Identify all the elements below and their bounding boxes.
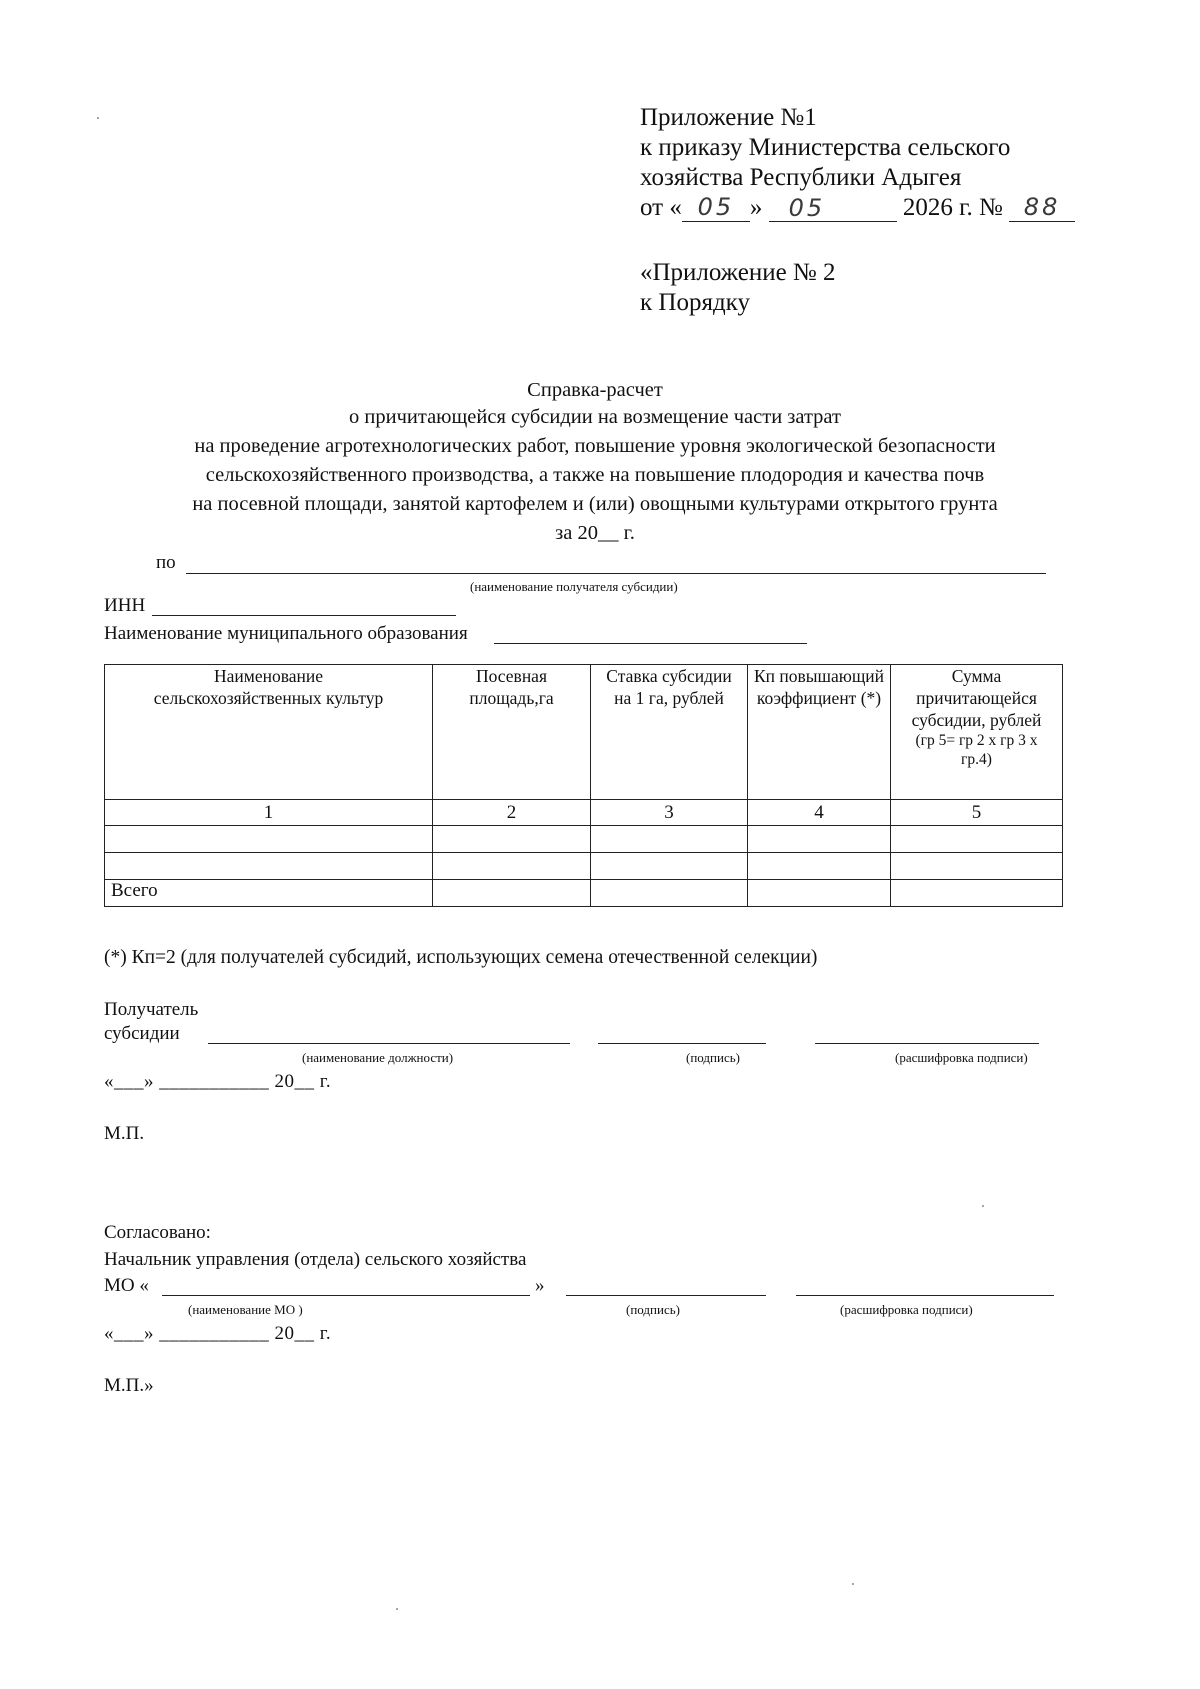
column-number: 4 — [748, 800, 891, 826]
table-cell[interactable] — [105, 826, 433, 853]
inn-label: ИНН — [104, 595, 146, 616]
table-cell[interactable] — [433, 826, 591, 853]
header-crop-name: Наименование сельскохозяйственных культур — [105, 665, 433, 800]
header-rate: Ставка субсидии на 1 га, рублей — [591, 665, 748, 800]
mo-name-line[interactable] — [162, 1295, 530, 1296]
annex-title: «Приложение № 2 — [640, 259, 836, 286]
header-ministry-line: хозяйства Республики Адыгея — [640, 164, 962, 191]
header-coefficient: Кп повышающий коэффициент (*) — [748, 665, 891, 800]
po-label: по — [156, 552, 176, 573]
header-date-line — [640, 193, 1075, 222]
date-prefix: от « — [640, 194, 682, 221]
header-appendix-number: Приложение №1 — [640, 104, 817, 131]
table-cell[interactable] — [591, 826, 748, 853]
municipality-line[interactable] — [494, 643, 807, 644]
column-number: 3 — [591, 800, 748, 826]
total-row — [105, 880, 1063, 907]
signature-caption: (подпись) — [686, 1050, 740, 1065]
approval-signature-line[interactable] — [566, 1295, 766, 1296]
approval-date-line[interactable]: «___» ___________ 20__ г. — [104, 1323, 332, 1344]
municipality-label: Наименование муниципального образования — [104, 623, 468, 644]
table-cell[interactable] — [748, 880, 891, 907]
table-cell[interactable] — [105, 853, 433, 880]
table-cell[interactable] — [433, 853, 591, 880]
table-cell[interactable] — [591, 853, 748, 880]
recipient-label-line2: субсидии — [104, 1023, 180, 1044]
recipient-date-line[interactable]: «___» ___________ 20__ г. — [104, 1071, 332, 1092]
approval-stamp: М.П.» — [104, 1375, 154, 1396]
scan-speck — [97, 117, 99, 119]
footnote: (*) Кп=2 (для получателей субсидий, использующих семена отечественной селекции) — [104, 947, 818, 968]
subsidy-sum-label: Сумма причитающейся субсидии, рублей — [911, 666, 1042, 730]
scan-speck — [396, 1608, 398, 1610]
recipient-position-line[interactable] — [208, 1043, 570, 1044]
total-label: Всего — [105, 880, 433, 907]
approval-label: Согласовано: — [104, 1222, 211, 1243]
inn-line[interactable] — [152, 615, 456, 616]
subsidy-sum-formula: (гр 5= гр 2 х гр 3 х гр.4) — [915, 732, 1038, 768]
table-cell[interactable] — [748, 826, 891, 853]
date-mid: » — [749, 194, 763, 221]
annex-subtitle: к Порядку — [640, 289, 750, 316]
recipient-name-caption: (наименование получателя субсидии) — [470, 579, 678, 594]
mo-caption: (наименование МО ) — [188, 1302, 303, 1317]
approval-decode-caption: (расшифровка подписи) — [840, 1302, 973, 1317]
title-line-3: на проведение агротехнологических работ, повышение уровня экологической безопасности — [194, 435, 996, 457]
table-cell[interactable] — [748, 853, 891, 880]
recipient-label-line1: Получатель — [104, 999, 199, 1020]
position-caption: (наименование должности) — [302, 1050, 454, 1065]
table-cell[interactable] — [891, 853, 1063, 880]
title-line-2: о причитающейся субсидии на возмещение части затрат — [349, 406, 841, 428]
table-row — [105, 826, 1063, 853]
table-cell[interactable] — [433, 880, 591, 907]
date-month-handwritten: 05 — [769, 194, 897, 222]
recipient-stamp: М.П. — [104, 1123, 145, 1144]
recipient-decode-line[interactable] — [815, 1043, 1039, 1044]
scan-speck — [982, 1205, 984, 1207]
approval-decode-line[interactable] — [796, 1295, 1054, 1296]
recipient-name-line[interactable] — [186, 573, 1046, 574]
title-line-4: сельскохозяйственного производства, а также на повышение плодородия и качества почв — [205, 464, 985, 486]
header-order-line: к приказу Министерства сельского — [640, 134, 1011, 161]
title-line-5: на посевной площади, занятой картофелем и (или) овощными культурами открытого грунта — [192, 493, 998, 515]
table-cell[interactable] — [891, 880, 1063, 907]
table-cell[interactable] — [891, 826, 1063, 853]
mo-suffix: » — [535, 1275, 545, 1296]
column-number: 2 — [433, 800, 591, 826]
subsidy-calculation-table — [104, 664, 1063, 907]
approval-signature-caption: (подпись) — [626, 1302, 680, 1317]
header-subsidy-sum — [891, 665, 1063, 800]
decode-caption: (расшифровка подписи) — [895, 1050, 1028, 1065]
mo-prefix: МО « — [104, 1275, 149, 1296]
column-number: 5 — [891, 800, 1063, 826]
recipient-signature-line[interactable] — [598, 1043, 766, 1044]
scan-speck — [852, 1583, 854, 1585]
column-number: 1 — [105, 800, 433, 826]
column-number-row — [105, 800, 1063, 826]
order-number-handwritten: 88 — [1009, 193, 1075, 222]
header-sown-area: Посевная площадь,га — [433, 665, 591, 800]
title-year-line: за 20__ г. — [555, 522, 635, 544]
table-cell[interactable] — [591, 880, 748, 907]
table-row — [105, 853, 1063, 880]
document-title: Справка-расчет — [527, 379, 663, 401]
approval-head-title: Начальник управления (отдела) сельского хозяйства — [104, 1249, 527, 1270]
date-year: 2026 г. № — [902, 194, 1003, 221]
date-day-handwritten: 05 — [682, 193, 750, 222]
